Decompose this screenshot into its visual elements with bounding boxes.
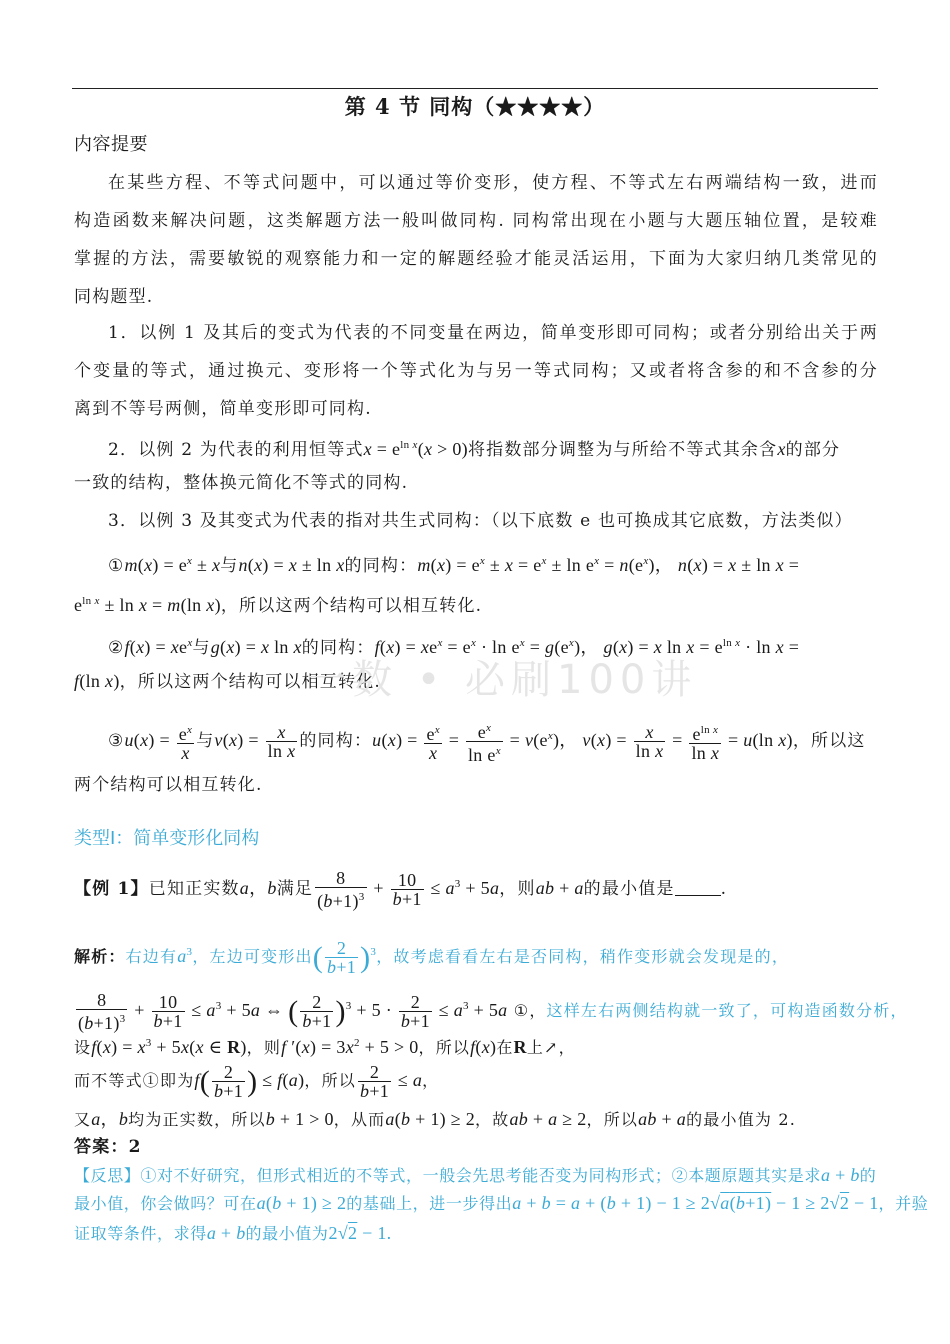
type1-heading: 类型Ⅰ：简单变形化同构 xyxy=(74,828,260,849)
solution-line: 又a，b均为正实数，所以b + 1 > 0，从而a(b + 1) ≥ 2，故ab + a ≥ 2，所以ab + a的最小值为 2. xyxy=(74,1109,797,1129)
item2-line: 2．以例 2 为代表的利用恒等式$x = e^{ln x}(x > 0)$将指数部分调整为与所给不等式其余含x的部分 xyxy=(108,439,841,460)
answer-blank xyxy=(675,879,721,896)
reflection-line: 最小值，你会做吗？可在a(b + 1) ≥ 2的基础上，进一步得出a + b = a + (b + 1) − 1 ≥ 2√a(b+1) − 1 ≥ 2√2 − 1，并验 xyxy=(74,1193,929,1213)
top-rule xyxy=(72,88,878,89)
intro-heading: 内容提要 xyxy=(74,134,148,155)
section-title: 第 4 节 同构（★★★★） xyxy=(344,94,606,119)
reflection-line: 【反思】①对不好研究，但形式相近的不等式，一般会先思考能否变为同构形式；②本题原题其实是求a + b的 xyxy=(74,1165,877,1185)
form3-line: ③u(x) = $\frac{e^x}{x}$ 与v(x) = $\frac{x}{\text{ln x}}$ 的同构：u(x) = $\frac{e^x}{x}$ = $\frac{e^x}{\ln e^x}$ = $v(e^x)$， v(x) = $\frac{x}{\text{ln x}}$ = $\frac{e^{ln x}}{\text{ln x}}$ = u(ln x)，所以这 xyxy=(74,714,878,764)
solution-line: 设$f(x) = x^3 + 5x(x$ ∈ R)，则f $'(x) = 3x^2 + 5 > 0$，所以f(x)在R上↗， xyxy=(74,1037,576,1057)
form3-line: 两个结构可以相互转化. xyxy=(74,775,263,795)
form2-line: ②f(x) = $xe^x$与g(x) = x ln x的同构：$f(x) = xe^x = e^x \cdot \ln e^x = g(e^x)$， g(x) = x $\ln x = e^{ln x} \cdot \ln x$ = xyxy=(108,637,800,658)
intro-line: 构造函数来解决问题，这类解题方法一般叫做同构. 同构常出现在小题与大题压轴位置，是较难 xyxy=(74,211,878,231)
item1-line: 个变量的等式，通过换元、变形将一个等式化为与另一等式同构；又或者将含参的和不含参的分 xyxy=(74,361,878,381)
example1-statement: 【例 1】已知正实数a，b满足 $\frac{8}{(b+1)^3}$ + $\frac{10}{b+1}$ ≤ $a^3 + 5a$，则ab + a的最小值是 . xyxy=(74,868,728,912)
item2-line: 一致的结构，整体换元简化不等式的同构. xyxy=(74,473,409,493)
intro-line: 在某些方程、不等式问题中，可以通过等价变形，使方程、不等式左右两端结构一致，进而 xyxy=(108,173,878,193)
solution-line: 解析：右边有$a^3$，左边可变形出( $\frac{2}{b+1}$ )$^3$，故考虑看看左右是否同构，稍作变形就会发现是的， xyxy=(74,938,790,978)
form1-line: ①m(x) = $e^x \pm x$与n(x) = x ± ln x的同构：$m(x) = e^x \pm x = e^x \pm \ln e^x = n(e^x)$， n(x) = x ± ln x = xyxy=(108,555,800,576)
intro-line: 同构题型. xyxy=(74,287,154,307)
watermark: 一数 • 必刷100讲 xyxy=(306,657,698,703)
solution-line: 而不等式①即为f( $\frac{2}{b+1}$ ) ≤ f(a)，所以 $\frac{2}{b+1}$ ≤ a， xyxy=(74,1062,440,1102)
item1-line: 1．以例 1 及其后的变式为代表的不同变量在两边，简单变形即可同构；或者分别给出关于两 xyxy=(108,323,878,343)
solution-line: $\frac{8}{(b+1)^3}$ + $\frac{10}{b+1}$ ≤ $a^3 + 5a$ ⇔ ( $\frac{2}{b+1}$ )$^3$ + 5 · $\frac{2}{b+1}$ ≤ $a^3 + 5a$ ①，这样左右两侧结构就一致了，可构造函数分析， xyxy=(78,990,908,1034)
item3-line: 3．以例 3 及其变式为代表的指对共生式同构：（以下底数 e 也可换成其它底数，方法类似） xyxy=(108,511,853,531)
reflection-line: 证取等条件，求得a + b的最小值为2√2 − 1. xyxy=(74,1223,392,1243)
form2-line: f(ln x)，所以这两个结构可以相互转化. xyxy=(74,671,382,692)
item1-line: 离到不等号两侧，简单变形即可同构. xyxy=(74,399,372,419)
answer: 答案：2 xyxy=(74,1137,142,1157)
intro-line: 掌握的方法，需要敏锐的观察能力和一定的解题经验才能灵活运用，下面为大家归纳几类常见的 xyxy=(74,249,878,269)
form1-line: $e^{ln x} \pm \ln x = m(\ln$ x)，所以这两个结构可以相互转化. xyxy=(74,595,483,616)
